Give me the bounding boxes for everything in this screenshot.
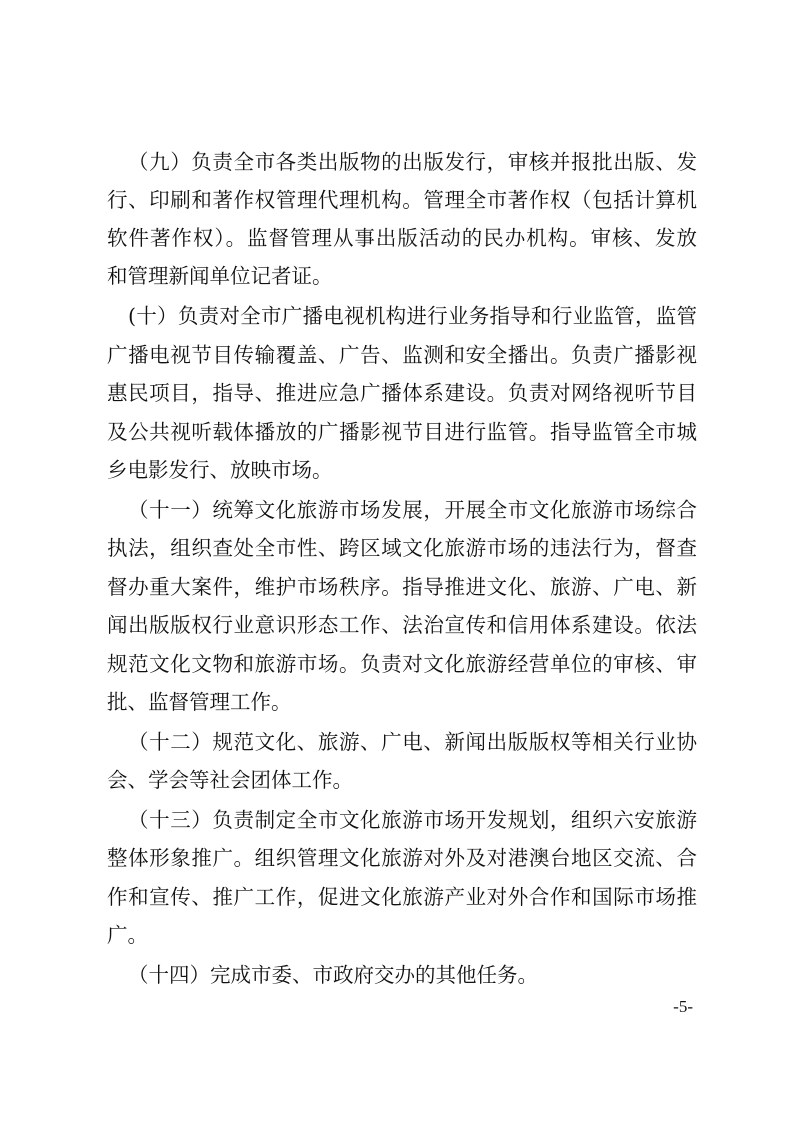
paragraph-line: （九）负责全市各类出版物的出版发行，审核并报批出版、发 xyxy=(128,150,697,174)
paragraph-line: 惠民项目，指导、推进应急广播体系建设。负责对网络视听节目 xyxy=(107,381,697,405)
paragraph-line: 广播电视节目传输覆盖、广告、监测和安全播出。负责广播影视 xyxy=(107,343,697,367)
paragraph-line: 和管理新闻单位记者证。 xyxy=(107,264,333,288)
paragraph-line: 及公共视听载体播放的广播影视节目进行监管。指导监管全市城 xyxy=(107,420,697,444)
paragraph-line: 执法，组织查处全市性、跨区域文化旅游市场的违法行为，督查 xyxy=(107,536,697,560)
paragraph-line: 作和宣传、推广工作，促进文化旅游产业对外合作和国际市场推 xyxy=(107,885,697,909)
paragraph-line: 督办重大案件，维护市场秩序。指导推进文化、旅游、广电、新 xyxy=(107,575,697,599)
paragraph-line: 软件著作权）。监督管理从事出版活动的民办机构。审核、发放 xyxy=(107,226,697,250)
paragraph-line: 乡电影发行、放映市场。 xyxy=(107,458,333,482)
paragraph-line: 整体形象推广。组织管理文化旅游对外及对港澳台地区交流、合 xyxy=(107,846,697,870)
paragraph-line: 闻出版版权行业意识形态工作、法治宣传和信用体系建设。依法 xyxy=(107,613,697,637)
paragraph-line: （十一）统筹文化旅游市场发展，开展全市文化旅游市场综合 xyxy=(128,498,697,522)
paragraph-line: （十二）规范文化、旅游、广电、新闻出版版权等相关行业协 xyxy=(128,730,697,754)
paragraph-line: 行、印刷和著作权管理代理机构。管理全市著作权（包括计算机 xyxy=(107,188,697,212)
paragraph-line: 会、学会等社会团体工作。 xyxy=(107,768,353,792)
paragraph-line: (十）负责对全市广播电视机构进行业务指导和行业监管，监管 xyxy=(128,304,697,328)
paragraph-line: 规范文化文物和旅游市场。负责对文化旅游经营单位的审核、审 xyxy=(107,652,697,676)
paragraph-line: （十三）负责制定全市文化旅游市场开发规划，组织六安旅游 xyxy=(128,808,697,832)
page-number: -5- xyxy=(673,997,693,1016)
paragraph-line: 批、监督管理工作。 xyxy=(107,690,292,714)
paragraph-line: （十四）完成市委、市政府交办的其他任务。 xyxy=(128,963,538,987)
paragraph-line: 广。 xyxy=(107,923,148,947)
